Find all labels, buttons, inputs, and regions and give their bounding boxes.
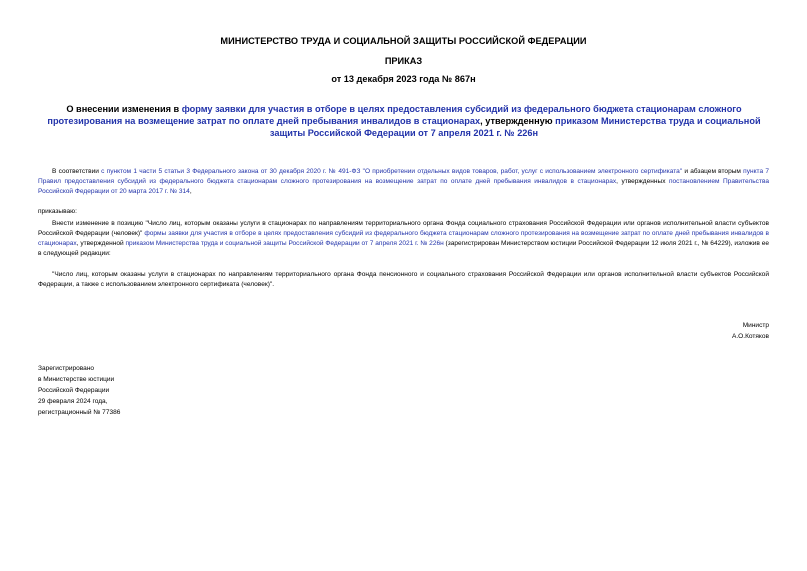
document-type: ПРИКАЗ (384, 56, 423, 66)
para3-text-2: , утвержденной (76, 240, 126, 247)
link-government-resolution[interactable]: постановлением Правительства Российской Федерации от 20 марта 2017 г. № 314 (38, 178, 769, 195)
paragraph-amendment (38, 219, 769, 259)
signature-block (649, 320, 769, 342)
para3-text-3: (зарегистрирован Министерством юстиции Российской Федерации 12 июля 2021 г., № 64229), изложив ее в следующей редакции: (38, 240, 770, 257)
ministry-name: МИНИСТЕРСТВО ТРУДА И СОЦИАЛЬНОЙ ЗАЩИТЫ РОССИЙСКОЙ ФЕДЕРАЦИИ (220, 36, 587, 46)
document-title (44, 103, 764, 139)
paragraph-basis (38, 167, 769, 197)
title-text-1: О внесении изменения в (66, 104, 182, 114)
link-federal-law[interactable]: с пунктом 1 части 5 статьи 3 Федерального закона от 30 декабря 2020 г. № 491-ФЗ "О приобретении отдельных видов товаров, работ, услуг с использованием электронного сертификата" (101, 168, 683, 175)
para3-text-1: Внести изменение в позицию "Число лиц, которым оказаны услуги в стационарах по направлениям территориального органа Фонда социального страхования Российской Федерации или органов исполнительной власти субъектов Российской Федерации (человек)" (38, 220, 769, 237)
signature-name: А.О.Котяков (731, 333, 769, 340)
link-rules-point-7[interactable]: пункта 7 Правил предоставления субсидий из федерального бюджета стационарам сложного протезирования на возмещение затрат по оплате дней пребывания инвалидов в стационарах (38, 168, 769, 185)
title-link-form[interactable]: форму заявки для участия в отборе в целях предоставления субсидий из федерального бюджета стационарам сложного протезирования на возмещение затрат по оплате дней пребывания инвалидов в стационарах (47, 104, 742, 126)
signature-position: Министр (742, 322, 769, 329)
link-order-226n[interactable]: приказом Министерства труда и социальной защиты Российской Федерации от 7 апреля 2021 г. № 226н (125, 240, 444, 247)
para1-text-2: и абзацем вторым (682, 168, 744, 175)
registration-line-5: регистрационный № 77386 (38, 409, 121, 416)
document-date-number: от 13 декабря 2023 года № 867н (331, 74, 476, 84)
registration-line-2: в Министерстве юстиции (38, 376, 115, 383)
registration-line-3: Российской Федерации (38, 387, 110, 394)
registration-block (38, 363, 238, 418)
title-link-order[interactable]: приказом Министерства труда и социальной защиты Российской Федерации от 7 апреля 2021 г. № 226н (269, 116, 761, 138)
paragraph-new-wording: "Число лиц, которым оказаны услуги в стационарах по направлениям территориального органа Фонда пенсионного и социального страхования Российской Федерации или органов исполнительной власти субъектов Российской Федерации, а также с использованием электронного сертификата (человек)". (38, 271, 769, 288)
paragraph-order-word: приказываю: (38, 208, 77, 215)
para1-text-1: В соответствии (52, 168, 102, 175)
registration-line-4: 29 февраля 2024 года, (38, 398, 108, 405)
registration-line-1: Зарегистрировано (38, 365, 95, 372)
title-text-2: , утвержденную (480, 116, 556, 126)
link-application-form[interactable]: формы заявки для участия в отборе в целях предоставления субсидий из федерального бюджета стационарам сложного протезирования на возмещение затрат по оплате дней пребывания инвалидов в стационарах (38, 230, 769, 247)
para1-text-3: , утвержденных (616, 178, 669, 185)
para1-text-4: , (189, 188, 192, 195)
